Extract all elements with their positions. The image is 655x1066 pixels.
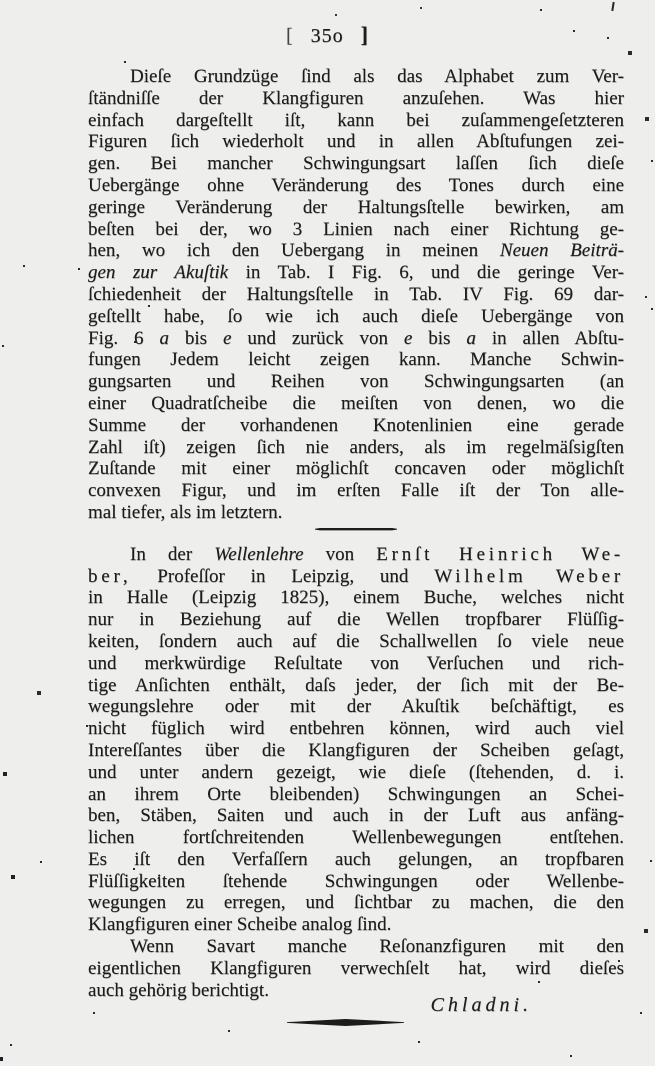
text-segment: Wenn Savart manche Reſonanzfiguren mit den xyxy=(130,936,624,958)
text-segment: in Halle (Leipzig 1825), einem Buche, welches nicht xyxy=(88,587,624,609)
section-divider xyxy=(315,528,397,531)
text-segment: Es iſt den Verfaſſern auch gelungen, an tropfbaren xyxy=(88,848,624,870)
text-line xyxy=(88,740,624,762)
text-line xyxy=(88,653,624,675)
text-segment: e xyxy=(403,327,413,349)
text-line xyxy=(88,262,624,284)
paragraph-3 xyxy=(88,936,624,1001)
text-segment: convexen Figur, und im erſten Falle iſt der Ton alle- xyxy=(88,480,624,502)
text-segment: in allen Abſtu- xyxy=(475,327,624,349)
text-line xyxy=(88,718,624,740)
text-line xyxy=(88,175,624,197)
end-rule xyxy=(287,1019,404,1026)
text-segment: gungsarten und Reihen von Schwingungsarten (an xyxy=(88,371,624,393)
text-segment: gen. Bei mancher Schwingungsart laſſen ſich dieſe xyxy=(88,153,624,175)
text-segment: Figuren ſich wiederholt und in allen Abſtufungen zei- xyxy=(88,131,624,153)
text-segment: geringe Veränderung der Haltungsſtelle bewirken, am xyxy=(88,196,624,218)
text-line xyxy=(88,631,624,653)
text-segment: und zurück von xyxy=(231,327,404,349)
text-segment: keiten, ſondern auch auf die Schallwellen ſo viele neue xyxy=(88,630,624,652)
text-line xyxy=(88,784,624,806)
text-segment: tige Anſichten enthält, daſs jeder, der ſich mit der Be- xyxy=(88,674,624,696)
text-segment: nicht füglich wird entbehren können, wird auch viel xyxy=(88,718,624,740)
text-line xyxy=(88,480,624,502)
text-segment: Fig. 6 xyxy=(88,327,160,349)
text-segment: auch gehörig berichtigt. xyxy=(88,979,269,1001)
text-segment: Wilhelm Weber xyxy=(434,565,624,587)
text-line xyxy=(88,696,624,718)
text-segment: Ernſt Heinrich We- xyxy=(376,543,624,565)
text-line xyxy=(88,219,624,241)
text-segment: wegungslehre oder mit der Akuſtik beſchäftigt, es xyxy=(88,696,624,718)
text-segment: nur in Beziehung auf die Wellen tropfbarer Flüſſig- xyxy=(88,609,624,631)
page-number: 35o xyxy=(310,25,344,47)
text-line xyxy=(88,587,624,609)
text-segment: Dieſe Grundzüge ſind als das Alphabet zum Ver- xyxy=(130,66,624,87)
text-line xyxy=(88,371,624,393)
text-line xyxy=(88,131,624,153)
text-line xyxy=(88,849,624,871)
text-segment: von xyxy=(303,543,377,565)
text-segment: ber, xyxy=(88,565,132,587)
text-line xyxy=(88,566,624,588)
text-line xyxy=(88,153,624,175)
text-segment: Klangfiguren einer Scheibe analog ſind. xyxy=(88,914,392,936)
text-segment: und merkwürdige Reſultate von Verſuchen und rich- xyxy=(88,652,624,674)
paragraph-1 xyxy=(88,66,624,524)
text-segment: e xyxy=(223,327,232,349)
text-line xyxy=(88,609,624,631)
text-segment: bis xyxy=(168,327,224,349)
text-line xyxy=(88,415,624,437)
text-segment: in Tab. I Fig. 6, und die geringe Ver- xyxy=(228,262,625,284)
text-segment: bis xyxy=(412,327,467,349)
text-line xyxy=(88,306,624,328)
text-segment: ſchiedenheit der Haltungsſtelle in Tab. IV Fig. 69 dar- xyxy=(88,283,624,305)
text-segment: Neuen Beiträ- xyxy=(499,240,624,262)
text-segment: einer Quadratſcheibe die meiſten von denen, wo die xyxy=(88,392,624,414)
text-line xyxy=(88,88,624,110)
text-segment: an ihrem Orte bleibenden) Schwingungen an Schei- xyxy=(88,783,624,805)
text-segment: gen zur Akuſtik xyxy=(88,262,229,284)
right-bracket: ] xyxy=(360,22,369,47)
text-segment: lichen fortſchreitenden Wellenbewegungen entſtehen. xyxy=(88,827,624,849)
text-line xyxy=(88,197,624,219)
text-line xyxy=(88,110,624,132)
paragraph-2 xyxy=(88,544,624,936)
text-segment: Flüſſigkeiten ſtehende Schwingungen oder Wellenbe- xyxy=(88,870,624,892)
text-segment: ben, Stäben, Saiten und auch in der Luft aus anfäng- xyxy=(88,805,624,827)
text-line xyxy=(88,284,624,306)
text-line xyxy=(88,544,624,566)
text-segment: ſtändniſſe der Klangfiguren anzuſehen. Was hier xyxy=(88,87,624,109)
text-segment: einfach dargeſtellt iſt, kann bei zuſammengeſetzteren xyxy=(88,109,624,131)
text-line xyxy=(88,328,624,350)
page-header xyxy=(0,0,655,48)
text-line xyxy=(88,349,624,371)
text-line xyxy=(88,66,624,88)
text-line xyxy=(88,827,624,849)
text-line xyxy=(88,502,624,524)
text-line xyxy=(88,958,624,980)
text-segment: Zahl iſt) zeigen ſich nie anders, als im regelmäſsigſten xyxy=(88,436,624,458)
text-line xyxy=(88,871,624,893)
text-line xyxy=(88,762,624,784)
text-segment: Uebergänge ohne Veränderung des Tones durch eine xyxy=(88,174,624,196)
text-segment: a xyxy=(466,327,476,349)
text-line xyxy=(88,437,624,459)
text-segment: beſten bei der, wo 3 Linien nach einer Richtung ge- xyxy=(88,218,624,240)
text-segment: In der xyxy=(130,543,215,565)
text-line xyxy=(88,805,624,827)
text-segment: und unter andern gezeigt, wie dieſe (ſtehenden, d. i. xyxy=(88,761,624,783)
text-line xyxy=(88,240,624,262)
text-segment: Profeſſor in Leipzig, und xyxy=(131,565,435,587)
text-line xyxy=(88,393,624,415)
text-line xyxy=(88,675,624,697)
text-segment: Zuſtande mit einer möglichſt concaven oder möglichſt xyxy=(88,458,624,480)
text-segment: Intereſſantes über die Klangfiguren der Scheiben geſagt, xyxy=(88,739,624,761)
text-line xyxy=(88,914,624,936)
text-segment: a xyxy=(159,327,169,349)
text-line xyxy=(88,458,624,480)
text-line xyxy=(88,892,624,914)
text-segment: Wellenlehre xyxy=(214,543,304,565)
text-segment: wegungen zu erregen, und ſichtbar zu machen, die den xyxy=(88,892,624,914)
text-segment: geſtellt habe, ſo wie ich auch dieſe Uebergänge von xyxy=(88,305,624,327)
text-segment: mal tiefer, als im letztern. xyxy=(88,501,283,523)
text-segment: fungen Jedem leicht zeigen kann. Manche Schwin- xyxy=(88,349,624,371)
author-signature: Chladni. xyxy=(430,994,532,1017)
text-segment: hen, wo ich den Uebergang in meinen xyxy=(88,240,500,262)
text-segment: eigentlichen Klangfiguren verwechſelt hat, wird dieſes xyxy=(88,957,624,979)
left-bracket: [ xyxy=(286,25,294,47)
text-segment: Summe der vorhandenen Knotenlinien eine gerade xyxy=(88,414,624,436)
text-line xyxy=(88,936,624,958)
text-column xyxy=(88,66,624,1017)
